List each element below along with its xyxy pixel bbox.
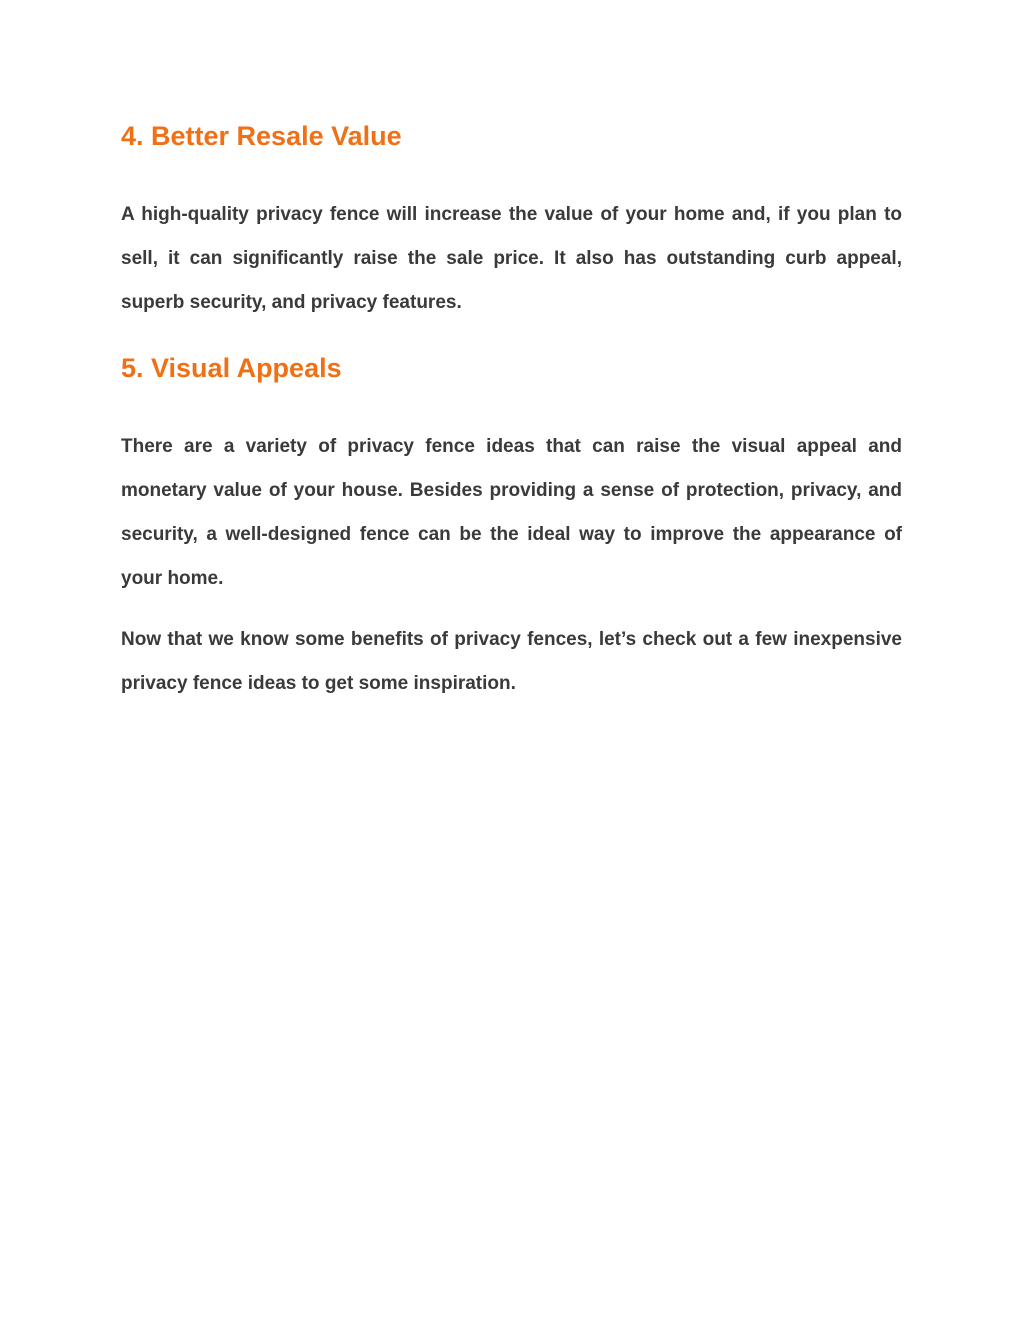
section-heading-visual-appeals: 5. Visual Appeals xyxy=(121,353,342,383)
paragraph-resale-value: A high-quality privacy fence will increase the value of your home and, if you plan to sell, it can significantly raise the sale price. It also has outstanding curb appeal, superb security, and privacy features. xyxy=(121,204,902,313)
paragraph-visual-appeals: There are a variety of privacy fence ideas that can raise the visual appeal and monetary value of your house. Besides providing a sense of protection, privacy, and security, a well-designed fence can be the ideal way to improve the appearance of your home. xyxy=(121,436,902,589)
paragraph-transition: Now that we know some benefits of privacy fences, let’s check out a few inexpensive privacy fence ideas to get some inspiration. xyxy=(121,629,902,694)
section-heading-resale-value: 4. Better Resale Value xyxy=(121,121,402,151)
